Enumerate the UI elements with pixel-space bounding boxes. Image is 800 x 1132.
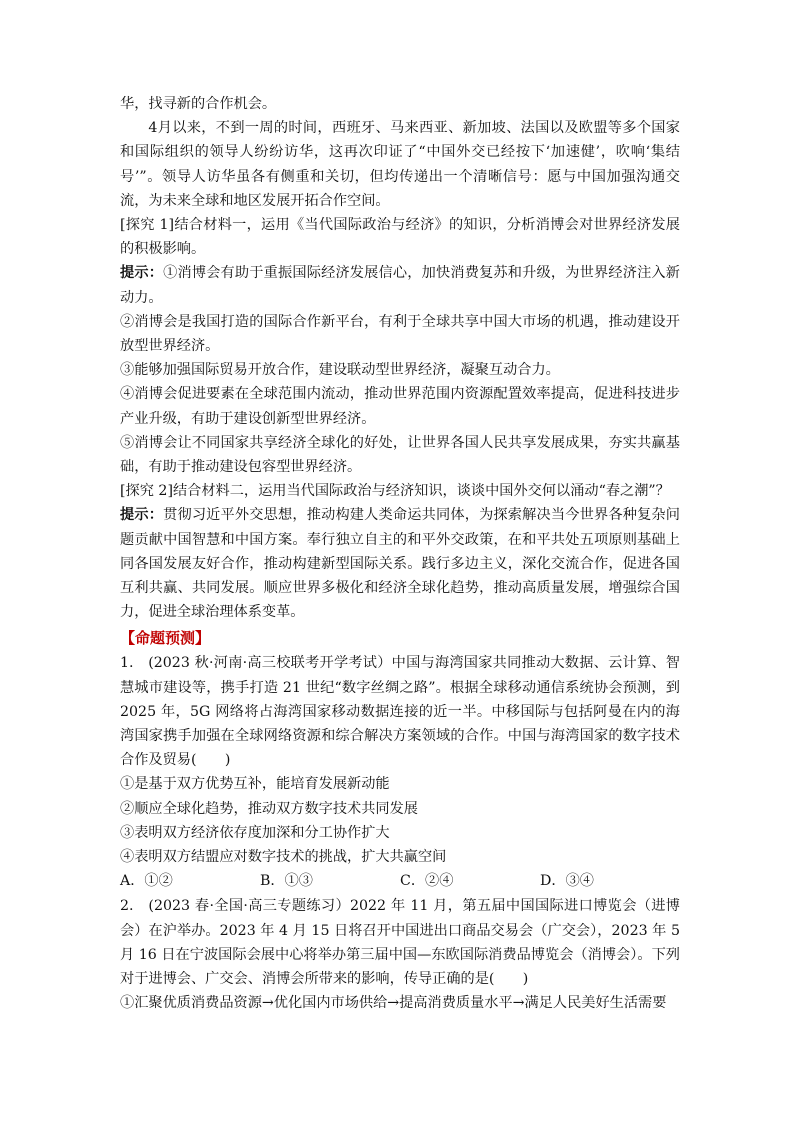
hint-point: ①消博会有助于重振国际经济发展信心，加快消费复苏和升级，为世界经济注入新动力。: [120, 265, 680, 306]
hint-point: ③能够加强国际贸易开放合作，建设联动型世界经济，凝聚互动合力。: [120, 362, 560, 379]
option-a[interactable]: A．①②: [120, 873, 173, 890]
statement: ②顺应全球化趋势，推动双方数字技术共同发展: [120, 800, 418, 817]
statement: ①是基于双方优势互补，能培育发展新动能: [120, 776, 390, 793]
hint-text: 贯彻习近平外交思想，推动构建人类命运共同体，为探索解决当今世界各种复杂问题贡献中国智慧和中国方案。奉行独立自主的和平外交政策，在和平共处五项原则基础上同各国发展友好合作，推动构建新型国际关系。践行多边主义，深化交流合作，促进各国互利共赢、共同发展。顺应世界多极化和经济全球化趋势，推动高质量发展，增强综合国力，促进全球治理体系变革。: [120, 507, 680, 621]
statement: ①汇聚优质消费品资源→优化国内市场供给→提高消费质量水平→满足人民美好生活需要: [120, 995, 667, 1012]
document-body: [120, 92, 680, 1015]
inquiry-1-question: [探究 1]结合材料一，运用《当代国际政治与经济》的知识，分析消博会对世界经济发展的积极影响。: [120, 217, 680, 258]
question-2-stem: 2. (2023 春·全国·高三专题练习）2022 年 11 月，第五届中国国际进口博览会（进博会）在沪举办。2023 年 4 月 15 日将召开中国进出口商品交易会（广交会），2023 年 5 月 16 日在宁波国际会展中心将举办第三届中国—东欧国际消费品博览会（消博会）。下列对于进博会、广交会、消博会所带来的影响，传导正确的是( ): [120, 898, 680, 987]
hint-label: 提示：: [120, 507, 164, 524]
statement: ④表明双方结盟应对数字技术的挑战，扩大共赢空间: [120, 849, 447, 866]
option-c[interactable]: C．②④: [400, 873, 454, 890]
option-d[interactable]: D．③④: [540, 873, 594, 890]
material-paragraph: 4月以来，不到一周的时间，西班牙、马来西亚、新加坡、法国以及欧盟等多个国家和国际组织的领导人纷纷访华，这再次印证了“中国外交已经按下‘加速健’，吹响‘集结号’”。领导人访华虽各有侧重和关切，但均传递出一个清晰信号：愿与中国加强沟通交流，为未来全球和地区发展开拓合作空间。: [120, 120, 680, 209]
question-1-stem: 1. (2023 秋·河南·高三校联考开学考试）中国与海湾国家共同推动大数据、云计算、智慧城市建设等，携手打造 21 世纪“数字丝绸之路”。根据全球移动通信系统协会预测，到 2025 年，5G 网络将占海湾国家移动数据连接的近一半。中移国际与包括阿曼在内的海湾国家携手加强在全球网络资源和综合解决方案领域的合作。中国与海湾国家的数字技术合作及贸易( ): [120, 655, 680, 769]
answer-options: [120, 869, 680, 894]
inquiry-1-hint: [120, 261, 680, 309]
material-line: 华，找寻新的合作机会。: [120, 96, 277, 112]
inquiry-2-question: [探究 2]结合材料二，运用当代国际政治与经济知识，谈谈中国外交何以涌动“春之潮”？: [120, 483, 670, 500]
section-heading: 【命题预测】: [120, 629, 211, 648]
hint-label: 提示：: [120, 265, 164, 282]
hint-point: ④消博会促进要素在全球范围内流动，推动世界范围内资源配置效率提高，促进科技进步产业升级，有助于建设创新型世界经济。: [120, 386, 680, 427]
inquiry-2-hint: [120, 503, 680, 624]
option-b[interactable]: B．①③: [260, 873, 313, 890]
statement: ③表明双方经济依存度加深和分工协作扩大: [120, 824, 390, 841]
hint-point: ②消博会是我国打造的国际合作新平台，有利于全球共享中国大市场的机遇，推动建设开放型世界经济。: [120, 313, 680, 355]
hint-point: ⑤消博会让不同国家共享经济全球化的好处，让世界各国人民共享发展成果，夯实共赢基础，有助于推动建设包容型世界经济。: [120, 434, 680, 476]
